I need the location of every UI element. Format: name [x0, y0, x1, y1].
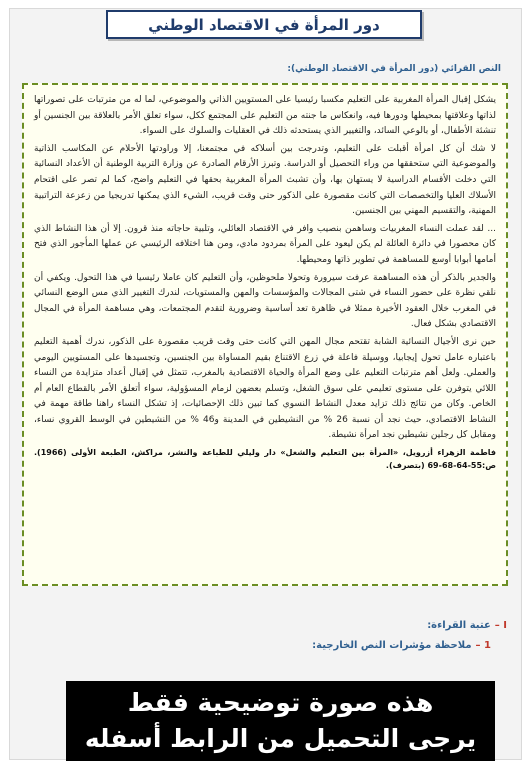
paragraph-1: يشكل إقبال المرأة المغربية على التعليم مكسبا رئيسيا على المستويين الذاتي والموضوعي، لما له من مترتبات على تصوراتها لذاتها وعلاقتها بمحيطها ودورها فيه، وانعكاس ما جنته من التعليم على المجتمع ككل، سواء تعلق الأمر بالعلاقة بين الجنسين أو تنشئة الأطفال، أو بالوعي السائد، والتغيير الذي يستحدثه ذلك في العقليات والسلوك على السواء.: [34, 95, 496, 137]
section-number: I –: [494, 620, 507, 631]
watermark-banner: [66, 681, 495, 761]
paragraph-4: والجدير بالذكر أن هذه المساهمة عرفت سيرورة وتحولا ملحوظين، وأن التعليم كان عاملا رئيسيا في هذا التحول. ويكفي أن نلقي نظرة على حضور النساء في شتى المجالات والمؤسسات والمهن والمستويات، لندرك التغيير الذي مس الوضع النسائي في المغرب خلال العقود الأخيرة ممثلا في ظاهرة تعد أساسية وضرورية لتقدم المجتمعات، وهي مساهمة المرأة في المجال الاقتصادي بشكل فعال.: [34, 272, 496, 330]
watermark-line-1: هذه صورة توضيحية فقط: [127, 688, 434, 717]
reading-text-heading: النص القرائي (دور المرأة في الاقتصاد الوطني):: [287, 64, 501, 74]
watermark-line-2: يرجى التحميل من الرابط أسفله: [84, 724, 477, 753]
reading-text-box: [22, 83, 508, 586]
subsection-number: 1 –: [475, 640, 491, 651]
section-label: عتبة القراءة:: [427, 620, 491, 631]
page-title: دور المرأة في الاقتصاد الوطني: [148, 15, 380, 34]
paragraph-3: ... لقد عملت النساء المغربيات وساهمن بنصيب وافر في الاقتصاد العائلي، وتلبية حاجاته منذ قرون. إلا أن هذا النشاط الذي كان محصورا في دائرة العائلة لم يكن ليعود على المرأة بمردود مادي، ومن هنا اختلافه الرئيسي عن عملها المأجور الذي فتح أمامها أبوابا أوسع للمساهمة في تطوير ذاتها ومحيطها.: [34, 223, 496, 265]
paragraph-2: لا شك أن كل امرأة أقبلت على التعليم، وتدرجت بين أسلاكه في مجتمعنا، إلا وراودتها الأحلام عن المكاسب الذاتية والموضوعية التي ستحققها من وراء التحصيل أو الدراسة. وتبرز الأرقام الصادرة عن وزارة التربية الوطنية أن الأعداد النسائية التي دخلت الأقسام الدراسية لا يستهان بها، وأن تشبث المرأة المغربية بحقها في التعليم واضح، كما لم تصر على اقتحام الأسلاك العليا والتخصصات التي كانت مقصورة على الذكور حتى وقت قريب، الشيء الذي يمكنها تدريجيا من زعزعة التراتبية المهنية، والتقسيم المهني بين الجنسين.: [34, 143, 496, 217]
subsection-heading-1-1: [312, 640, 491, 651]
title-box: [106, 10, 422, 39]
subsection-label: ملاحظة مؤشرات النص الخارجية:: [312, 640, 472, 651]
source-reference: فاطمة الزهراء أزرويل، «المرأة بين التعليم والشغل» دار وليلي للطباعة والنشر، مراكش، الطبعة الأولى (1966). ص:55-64-68-69 (بتصرف).: [34, 448, 496, 471]
section-heading-1: [427, 620, 507, 631]
paragraph-5: حين نرى الأجيال النسائية الشابة تقتحم مجال المهن التي كانت حتى وقت قريب مقصورة على الذكور، ندرك أهمية التعليم باعتباره عامل تحول إيجابيا، ووسيلة فاعلة في زرع الاقتناع بقيم المساواة بين الجنسين، وتجسيدها على المستويين اليومي والعملي. ولعل أهم مترتبات التعليم على وضع المرأة والحياة الاقتصادية بالمغرب، تتمثل في إقبال أعداد متزايدة من النساء اللائي يتوفرن على مستوى تعليمي على سوق الشغل، وتسلم بعضهن لزمام المسؤولية، سواء أتعلق الأمر بالقطاع العام أم الخاص. وكان من نتائج ذلك تزايد معدل النشاط النسوي كما تبين ذلك الإحصائيات، إذ تشكل النساء راهنا طاقة مهمة في النشاط الاقتصادي، حيث نجد أن نسبة 26 % من النشيطين في المدينة و46 % من النشيطين في الوسط القروي نساء، ومقابل كل رجلين نشيطين نجد امرأة نشيطة.: [34, 336, 496, 441]
